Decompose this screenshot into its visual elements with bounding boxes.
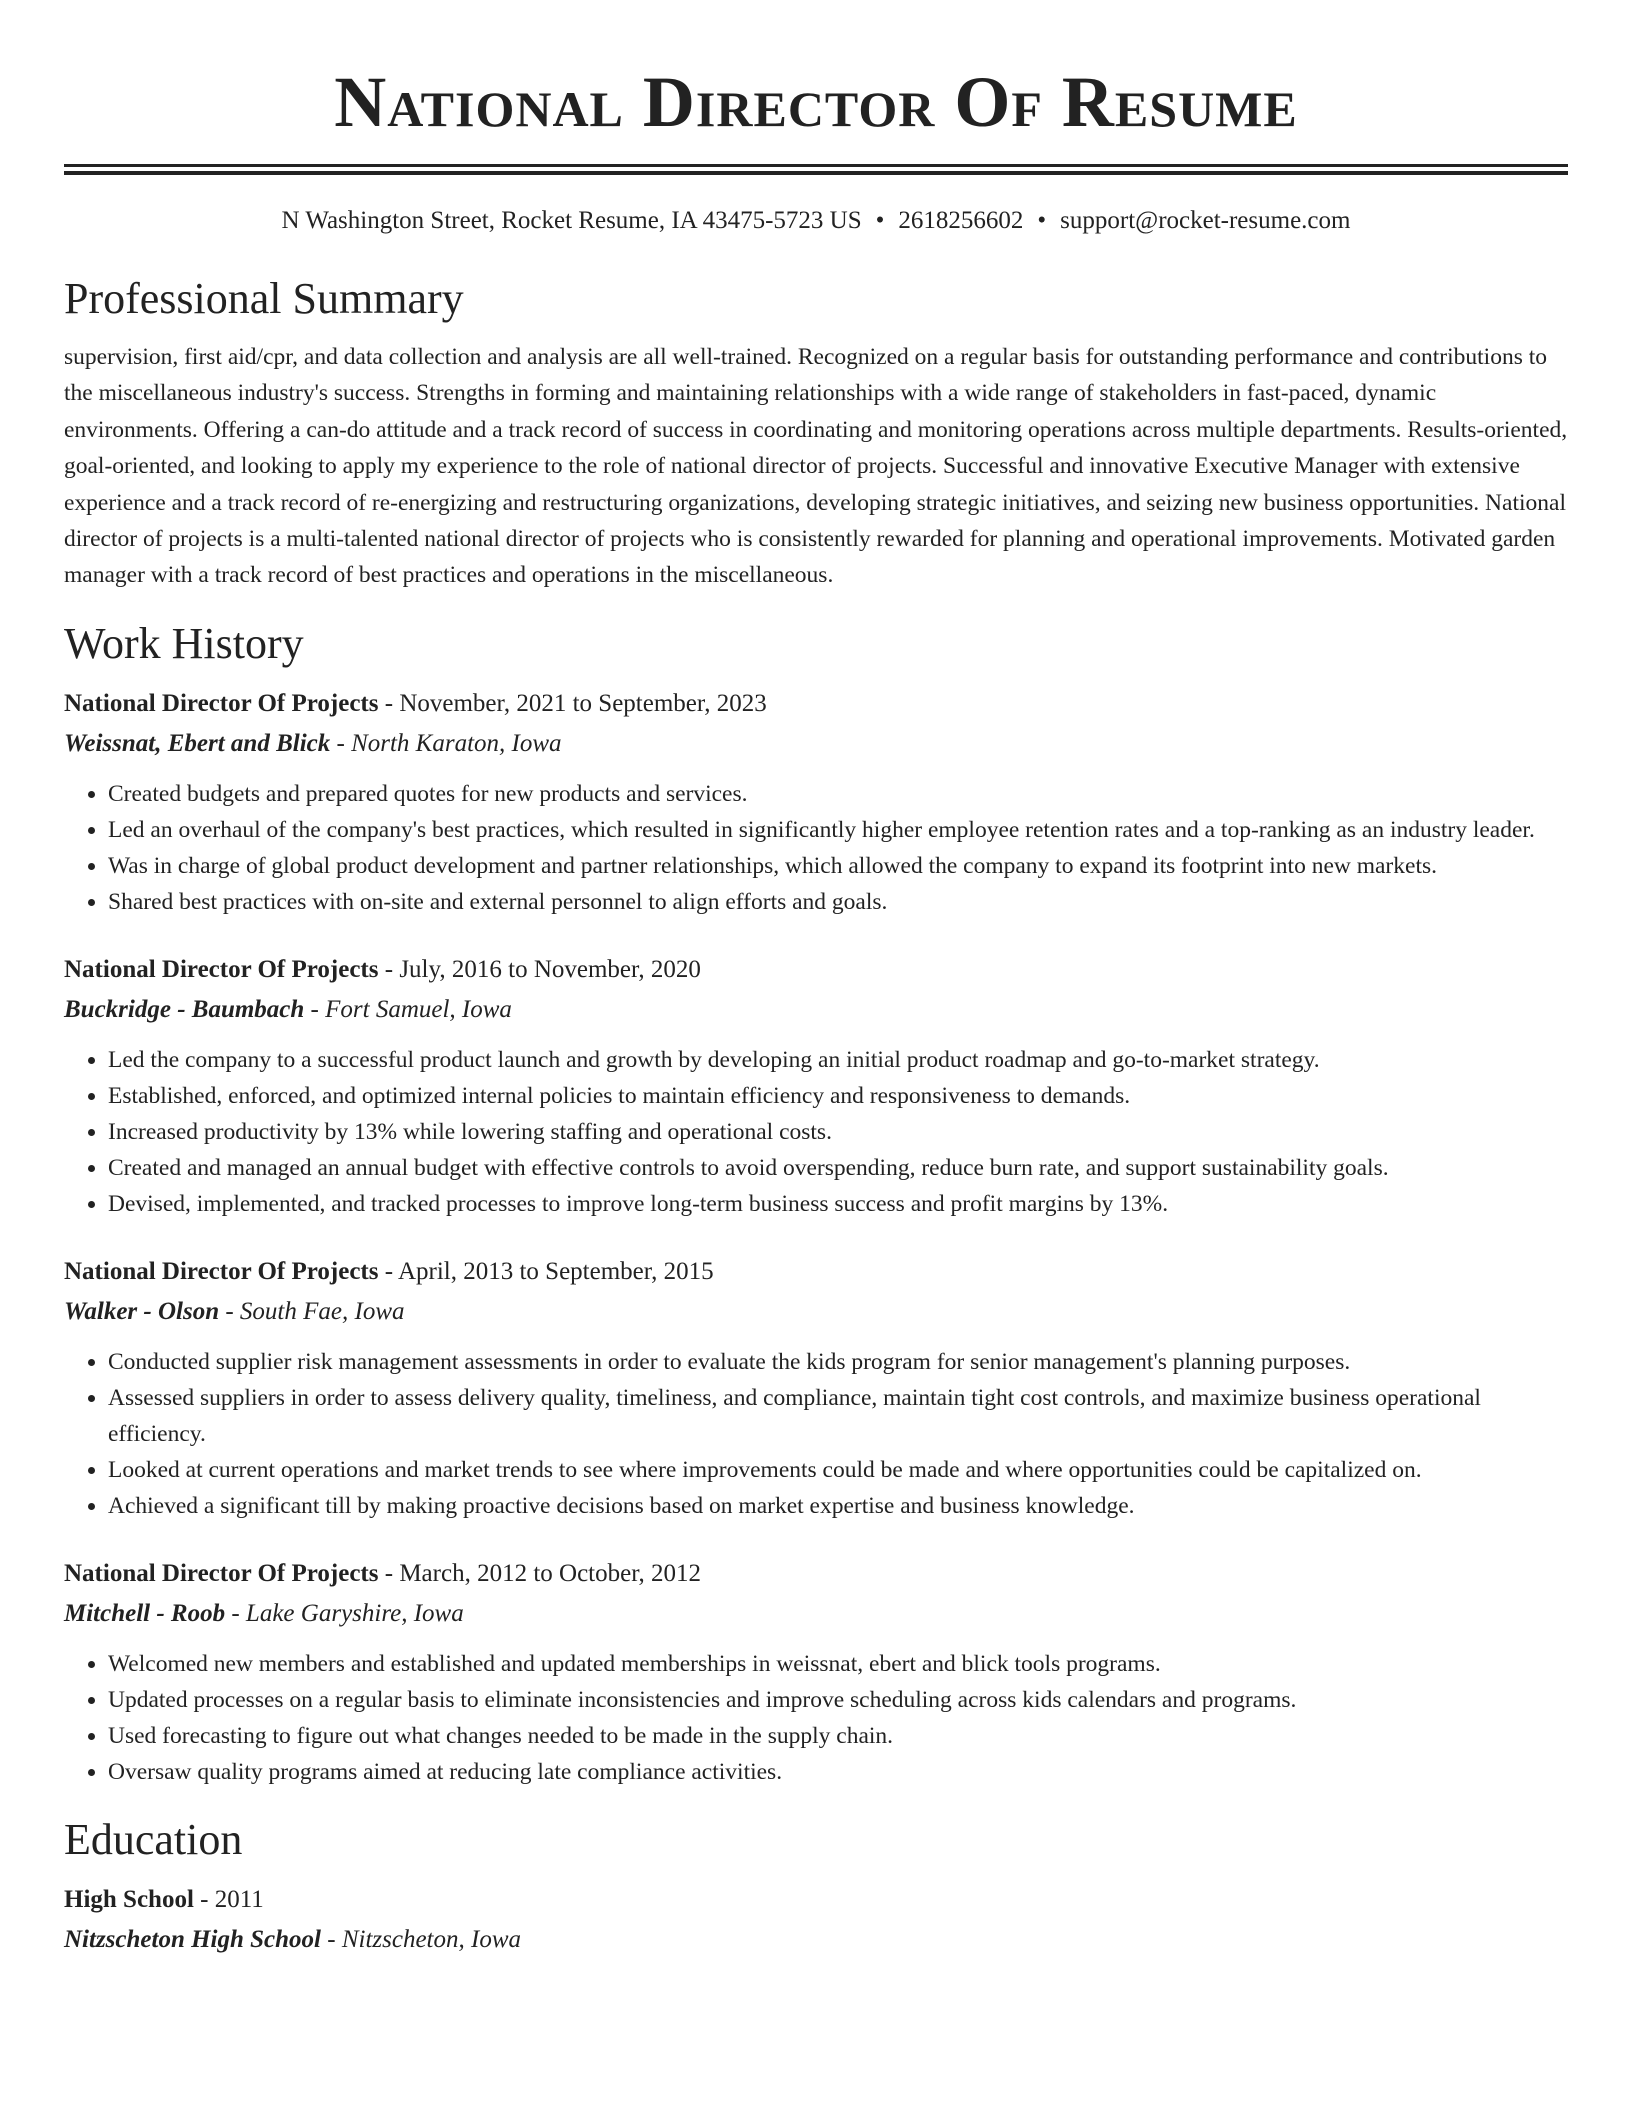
- job-bullet: • Shared best practices with on-site and external personnel to align efforts and goals.: [108, 884, 1568, 920]
- job-bullet: • Achieved a significant till by making proactive decisions based on market expertise and business knowledge.: [108, 1488, 1568, 1524]
- job-bullet: • Conducted supplier risk management assessments in order to evaluate the kids program for senior management's planning purposes.: [108, 1344, 1568, 1380]
- contact-separator: •: [875, 207, 885, 234]
- job-bullet: • Looked at current operations and market trends to see where improvements could be made and where opportunities could be capitalized on.: [108, 1452, 1568, 1488]
- job-title: National Director Of Projects: [64, 689, 379, 717]
- job-bullet: • Created budgets and prepared quotes for new products and services.: [108, 776, 1568, 812]
- job-bullet: • Oversaw quality programs aimed at reducing late compliance activities.: [108, 1754, 1568, 1790]
- summary-text: supervision, first aid/cpr, and data collection and analysis are all well-trained. Recognized on a regular basis for outstanding performance and contributions to the miscellaneous industry's success. Strengths in forming and maintaining relationships with a wide range of stakeholders in fast-paced, dynamic environments. Offering a can-do attitude and a track record of success in coordinating and monitoring operations across multiple departments. Results-oriented, goal-oriented, and looking to apply my experience to the role of national director of projects. Successful and innovative Executive Manager with extensive experience and a track record of re-energizing and restructuring organizations, developing strategic initiatives, and seizing new business opportunities. National director of projects is a multi-talented national director of projects who is consistently rewarded for planning and operational improvements. Motivated garden manager with a track record of best practices and operations in the miscellaneous.: [64, 344, 1568, 589]
- job-location: - North Karaton, Iowa: [330, 729, 562, 757]
- education-degree: High School: [64, 1885, 194, 1913]
- job-bullet: • Assessed suppliers in order to assess delivery quality, timeliness, and compliance, maintain tight cost controls, and maximize business operational efficiency.: [108, 1380, 1568, 1452]
- job-company-line: [64, 726, 1568, 762]
- job-title: National Director Of Projects: [64, 955, 379, 983]
- job-title-line: [64, 686, 1568, 722]
- job-location: - Fort Samuel, Iowa: [304, 995, 512, 1023]
- job-dates: - November, 2021 to September, 2023: [378, 689, 767, 717]
- header-divider-thick: [64, 164, 1568, 167]
- contact-line: [64, 205, 1568, 237]
- job-entry: [64, 1556, 1568, 1790]
- job-company: Walker - Olson: [64, 1297, 220, 1325]
- education-heading: Education: [64, 1814, 243, 1864]
- summary-heading: Professional Summary: [64, 274, 464, 323]
- job-entry: [64, 686, 1568, 920]
- job-dates: - March, 2012 to October, 2012: [378, 1559, 702, 1587]
- work-history-heading: Work History: [64, 618, 304, 668]
- job-dates: - July, 2016 to November, 2020: [378, 955, 701, 983]
- education-location: - Nitzscheton, Iowa: [321, 1925, 521, 1953]
- job-bullet: • Increased productivity by 13% while lowering staffing and operational costs.: [108, 1114, 1568, 1150]
- education-school: Nitzscheton High School: [64, 1925, 321, 1953]
- job-title-line: [64, 1556, 1568, 1592]
- job-bullet: • Was in charge of global product development and partner relationships, which allowed the company to expand its footprint into new markets.: [108, 848, 1568, 884]
- job-bullet: • Established, enforced, and optimized internal policies to maintain efficiency and responsiveness to demands.: [108, 1078, 1568, 1114]
- job-title: National Director Of Projects: [64, 1559, 379, 1587]
- job-title-line: [64, 952, 1568, 988]
- job-company: Buckridge - Baumbach: [64, 995, 305, 1023]
- job-company-line: [64, 992, 1568, 1028]
- job-bullet: • Updated processes on a regular basis to eliminate inconsistencies and improve scheduling across kids calendars and programs.: [108, 1682, 1568, 1718]
- job-company: Weissnat, Ebert and Blick: [64, 729, 331, 757]
- job-company-line: [64, 1294, 1568, 1330]
- job-title: National Director Of Projects: [64, 1257, 379, 1285]
- education-year: - 2011: [193, 1885, 264, 1913]
- job-bullet: • Created and managed an annual budget with effective controls to avoid overspending, reduce burn rate, and support sustainability goals.: [108, 1150, 1568, 1186]
- job-bullet: • Led an overhaul of the company's best practices, which resulted in significantly higher employee retention rates and a top-ranking as an industry leader.: [108, 812, 1568, 848]
- job-entry: [64, 952, 1568, 1222]
- contact-phone: 2618256602: [898, 207, 1024, 234]
- job-bullets: [64, 776, 1568, 920]
- contact-address: N Washington Street, Rocket Resume, IA 43475-5723 US: [281, 207, 862, 234]
- job-bullet: • Used forecasting to figure out what changes needed to be made in the supply chain.: [108, 1718, 1568, 1754]
- job-location: - Lake Garyshire, Iowa: [225, 1599, 464, 1627]
- contact-email: support@rocket-resume.com: [1060, 207, 1351, 234]
- job-title-line: [64, 1254, 1568, 1290]
- job-company-line: [64, 1596, 1568, 1632]
- header-divider-thin: [64, 171, 1568, 175]
- job-entry: [64, 1254, 1568, 1524]
- job-dates: - April, 2013 to September, 2015: [378, 1257, 714, 1285]
- job-bullet: • Led the company to a successful product launch and growth by developing an initial product roadmap and go-to-market strategy.: [108, 1042, 1568, 1078]
- job-bullets: [64, 1042, 1568, 1222]
- education-degree-line: [64, 1882, 1568, 1918]
- education-school-line: [64, 1922, 1568, 1958]
- job-bullet: • Welcomed new members and established and updated memberships in weissnat, ebert and blick tools programs.: [108, 1646, 1568, 1682]
- job-company: Mitchell - Roob: [64, 1599, 226, 1627]
- contact-separator: •: [1037, 207, 1047, 234]
- resume-page: [64, 0, 1568, 1958]
- job-location: - South Fae, Iowa: [219, 1297, 405, 1325]
- resume-name: National Director Of Resume: [334, 62, 1298, 142]
- job-bullets: [64, 1344, 1568, 1524]
- job-bullets: [64, 1646, 1568, 1790]
- job-bullet: • Devised, implemented, and tracked processes to improve long-term business success and profit margins by 13%.: [108, 1186, 1568, 1222]
